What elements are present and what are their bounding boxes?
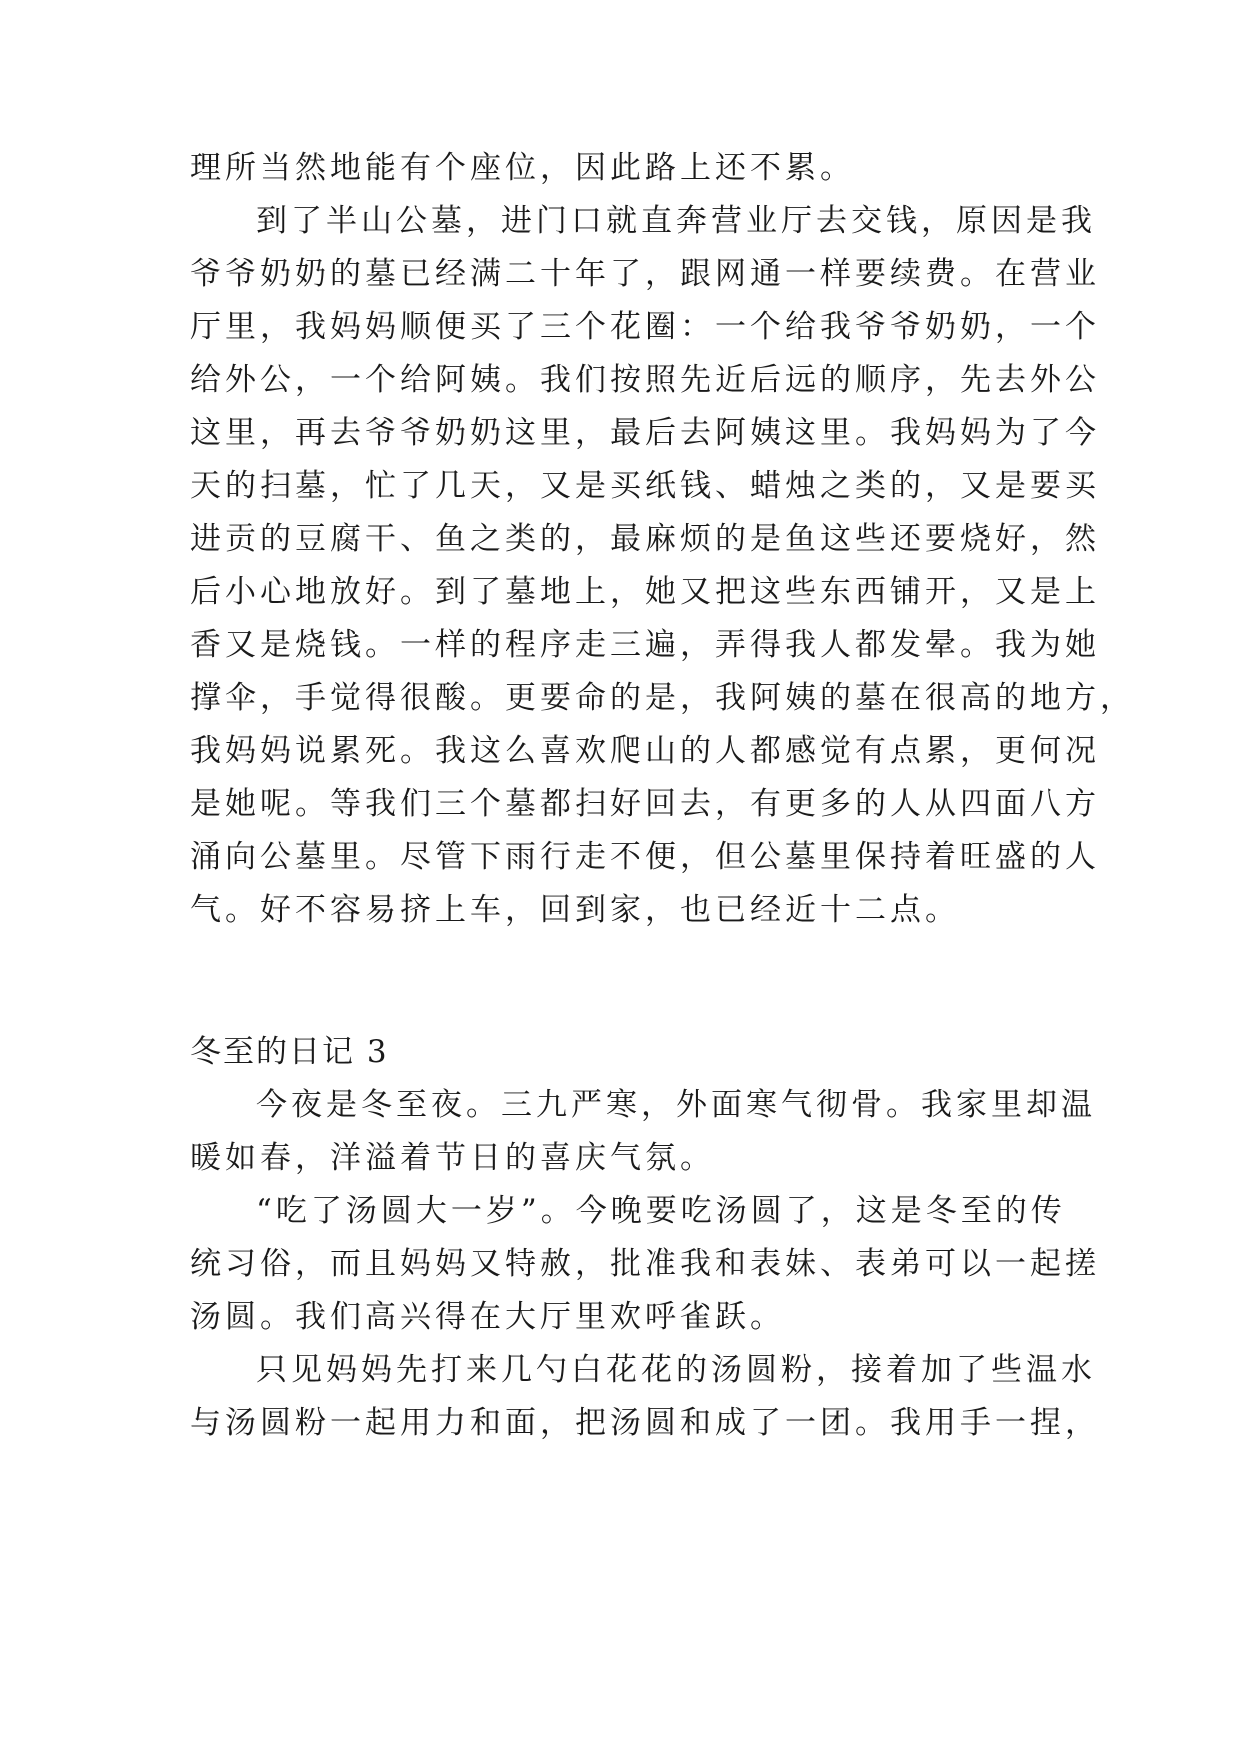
section-heading: 冬至的日记 3 xyxy=(190,1034,389,1070)
paragraph-start-line: “吃了汤圆大一岁”。今晚要吃汤圆了，这是冬至的传 xyxy=(256,1193,1066,1229)
text-line: 与汤圆粉一起用力和面，把汤圆和成了一团。我用手一捏， xyxy=(190,1405,1100,1441)
paragraph-start-line: 今夜是冬至夜。三九严寒，外面寒气彻骨。我家里却温 xyxy=(256,1087,1096,1123)
text-line: 涌向公墓里。尽管下雨行走不便，但公墓里保持着旺盛的人 xyxy=(190,839,1100,875)
text-line: 是她呢。等我们三个墓都扫好回去，有更多的人从四面八方 xyxy=(190,786,1100,822)
text-line: 我妈妈说累死。我这么喜欢爬山的人都感觉有点累，更何况 xyxy=(190,733,1100,769)
text-line: 香又是烧钱。一样的程序走三遍，弄得我人都发晕。我为她 xyxy=(190,627,1100,663)
paragraph-start-line: 只见妈妈先打来几勺白花花的汤圆粉，接着加了些温水 xyxy=(256,1352,1096,1388)
text-line: 厅里，我妈妈顺便买了三个花圈：一个给我爷爷奶奶，一个 xyxy=(190,309,1100,345)
text-line: 后小心地放好。到了墓地上，她又把这些东西铺开，又是上 xyxy=(190,574,1100,610)
text-line: 暖如春，洋溢着节日的喜庆气氛。 xyxy=(190,1140,715,1176)
text-line: 撑伞，手觉得很酸。更要命的是，我阿姨的墓在很高的地方， xyxy=(190,680,1135,716)
text-line: 理所当然地能有个座位，因此路上还不累。 xyxy=(190,150,855,186)
text-line: 气。好不容易挤上车，回到家，也已经近十二点。 xyxy=(190,892,960,928)
text-line: 统习俗，而且妈妈又特赦，批准我和表妹、表弟可以一起搓 xyxy=(190,1246,1100,1282)
text-line: 给外公，一个给阿姨。我们按照先近后远的顺序，先去外公 xyxy=(190,362,1100,398)
text-line: 爷爷奶奶的墓已经满二十年了，跟网通一样要续费。在营业 xyxy=(190,256,1100,292)
paragraph-start-line: 到了半山公墓，进门口就直奔营业厅去交钱，原因是我 xyxy=(256,203,1096,239)
text-line: 天的扫墓，忙了几天，又是买纸钱、蜡烛之类的，又是要买 xyxy=(190,468,1100,504)
text-line: 进贡的豆腐干、鱼之类的，最麻烦的是鱼这些还要烧好，然 xyxy=(190,521,1100,557)
text-line: 汤圆。我们高兴得在大厅里欢呼雀跃。 xyxy=(190,1299,785,1335)
text-line: 这里，再去爷爷奶奶这里，最后去阿姨这里。我妈妈为了今 xyxy=(190,415,1100,451)
